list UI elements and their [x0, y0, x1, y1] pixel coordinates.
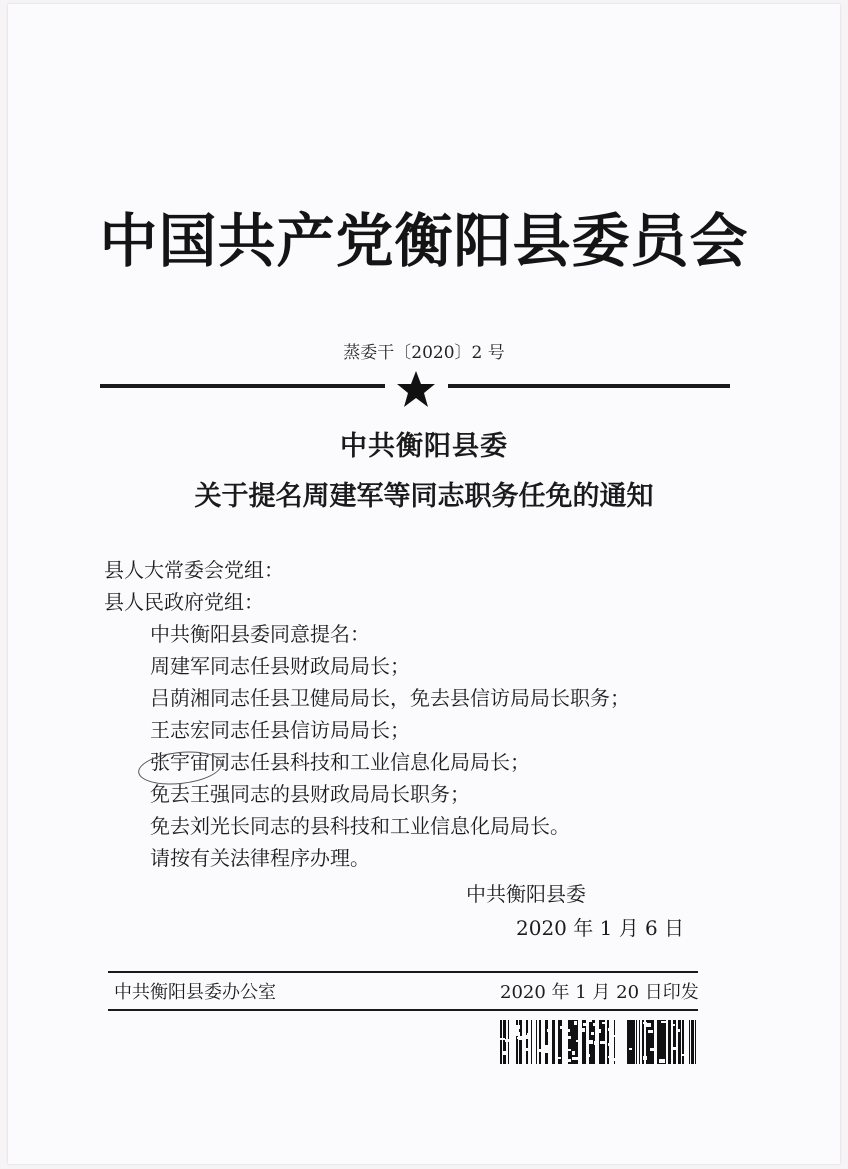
recipient-line: 县人民政府党组：: [104, 590, 264, 614]
star-icon: [396, 369, 436, 409]
body-line: 吕荫湘同志任县卫健局局长，免去县信访局局长职务；: [150, 686, 630, 710]
body-line: 免去王强同志的县财政局局长职务；: [150, 782, 470, 806]
body-line: 张宇宙同志任县科技和工业信息化局局长；: [150, 750, 530, 774]
body-line: 王志宏同志任县信访局局长；: [150, 718, 410, 742]
barcode-icon: [500, 1020, 696, 1064]
body-line: 中共衡阳县委同意提名：: [150, 622, 370, 646]
body-line: 周建军同志任县财政局局长；: [150, 654, 410, 678]
issuer-masthead: 中国共产党衡阳县委员会: [99, 207, 749, 275]
signature-date: 2020 年 1 月 6 日: [516, 916, 685, 940]
document-number: 蒸委干〔2020〕2 号: [343, 343, 505, 363]
recipient-line: 县人大常委会党组：: [104, 558, 284, 582]
separator-rule-right: [448, 384, 730, 388]
footer-rule-bottom: [108, 1009, 698, 1011]
notice-title-line1: 中共衡阳县委: [340, 431, 508, 462]
separator-rule-left: [100, 384, 385, 388]
body-line: 请按有关法律程序办理。: [150, 846, 370, 870]
document-page: [8, 4, 840, 1164]
body-line: 免去刘光长同志的县科技和工业信息化局局长。: [150, 814, 570, 838]
issuing-office: 中共衡阳县委办公室: [114, 982, 276, 1003]
signature-organization: 中共衡阳县委: [466, 882, 586, 906]
print-date: 2020 年 1 月 20 日印发: [500, 982, 699, 1003]
notice-title-line2: 关于提名周建军等同志职务任免的通知: [194, 481, 654, 512]
footer-rule-top: [108, 971, 698, 973]
notice-body: [104, 554, 630, 874]
